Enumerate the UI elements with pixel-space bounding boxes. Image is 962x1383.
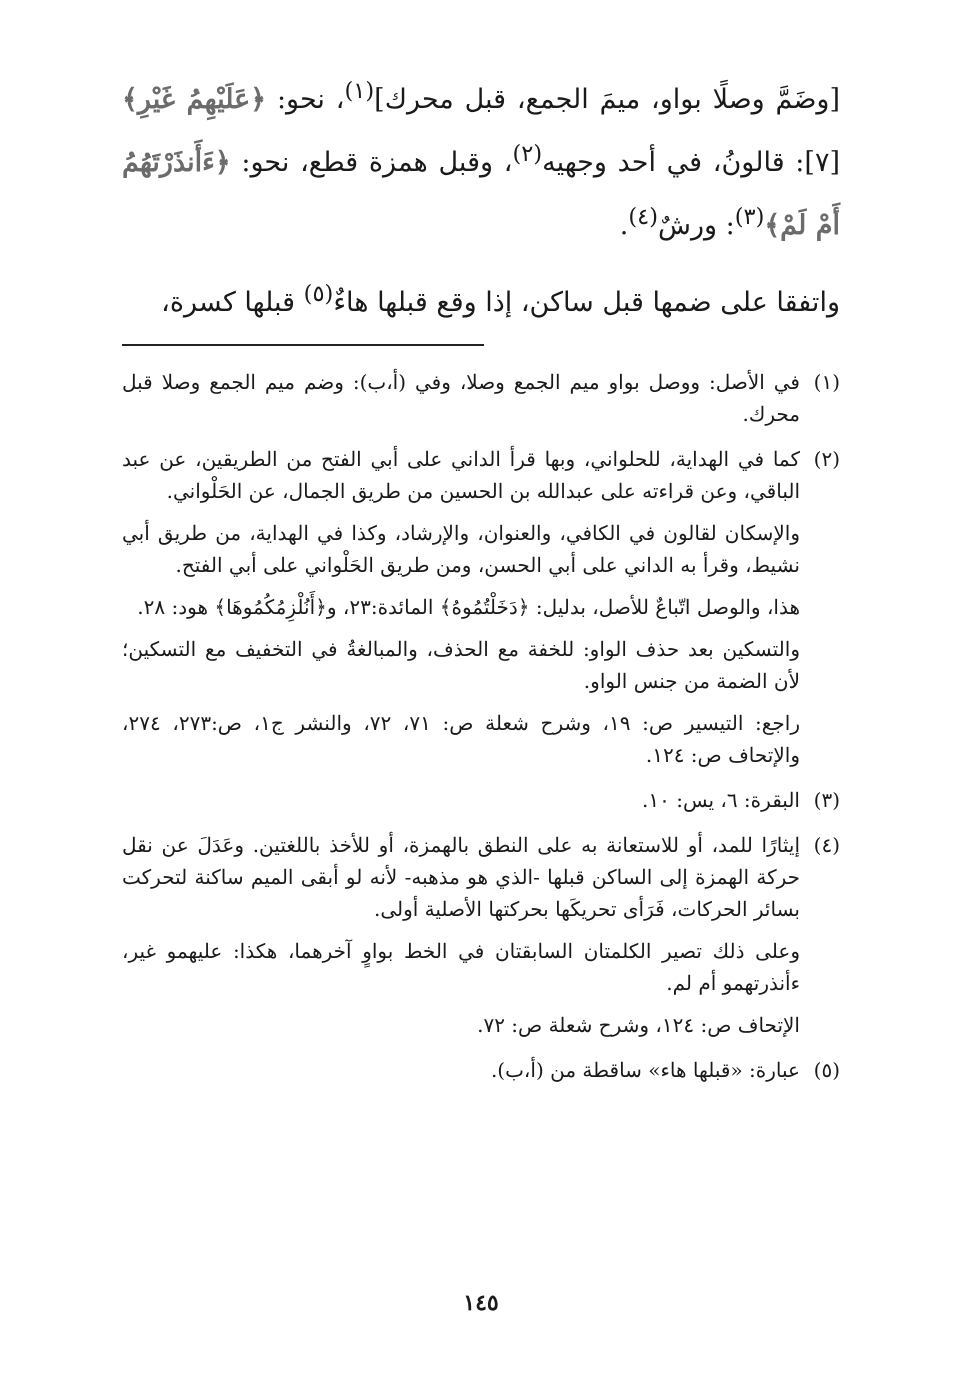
- text-segment: : قالونُ، في أحد وجهيه: [542, 147, 805, 178]
- text-segment: واتفقا على ضمها قبل ساكن، إذا وقع قبلها هاءٌ: [333, 287, 840, 318]
- footnote-2: [122, 443, 840, 771]
- main-paragraph-1: [122, 64, 840, 253]
- footnote-ref-2[interactable]: (٢): [512, 141, 543, 167]
- text-segment: [وضَمَّ وصلًا بواو، ميمَ الجمع، قبل محرك]: [374, 84, 841, 115]
- page-number: ١٤٥: [463, 1290, 499, 1316]
- footnote-number: (٤): [813, 833, 840, 857]
- text-segment: : ورشٌ: [657, 210, 735, 241]
- page-content: [122, 64, 840, 1099]
- footnote-text: البقرة: ٦، يس: ١٠.: [642, 788, 800, 812]
- footnote-number: (٣): [813, 788, 840, 812]
- footnote-text: والإسكان لقالون في الكافي، والعنوان، والإرشاد، وكذا في الهداية، من طريق أبي نشيط، وقرأ به الداني على أبي الحسن، ومن طريق الحَلْواني على أبي الفتح.: [122, 521, 800, 577]
- footnote-ref-5[interactable]: (٥): [303, 281, 334, 307]
- quran-quote: ﴿ءَأَنذَرْتَهُمُ أَمْ لَمْ﴾: [122, 147, 840, 241]
- text-segment: ، وقبل همزة قطع، نحو:: [230, 147, 513, 178]
- footnote-text: راجع: التيسير ص: ١٩، وشرح شعلة ص: ٧١، ٧٢، والنشر ج١، ص:٢٧٣، ٢٧٤، والإتحاف ص: ١٢٤.: [122, 711, 801, 767]
- text-segment: ، نحو:: [266, 84, 345, 115]
- footnote-text: وعلى ذلك تصير الكلمتان السابقتان في الخط بواوٍ آخرهما، هكذا: عليهمو غير، ءأنذرتهمو أم لم.: [122, 939, 800, 995]
- footnote-5: [122, 1054, 840, 1086]
- footnote-number: (٢): [813, 447, 840, 471]
- footnote-text: في الأصل: ووصل بواو ميم الجمع وصلا، وفي (أ،ب): وضم ميم الجمع وصلا قبل محرك.: [122, 370, 800, 426]
- quran-quote: ﴿عَلَيْهِمُ غَيْرِ﴾: [122, 84, 267, 115]
- verse-ref: [٧]: [804, 147, 840, 178]
- text-segment: .: [619, 210, 629, 241]
- footnote-text: هذا، والوصل اتّباعٌ للأصل، بدليل: ﴿دَخَلْتُمُوهُ﴾ المائدة:٢٣، و﴿أَنُلْزِمُكُمُوهَا﴾ هود: ٢٨.: [137, 595, 800, 619]
- footnote-text: الإتحاف ص: ١٢٤، وشرح شعلة ص: ٧٢.: [477, 1013, 800, 1037]
- footnote-text: والتسكين بعد حذف الواو: للخفة مع الحذف، والمبالغةُ في التخفيف مع التسكين؛ لأن الضمة من جنس الواو.: [122, 637, 800, 693]
- footnote-number: (١): [813, 370, 840, 394]
- footnote-text: كما في الهداية، للحلواني، وبها قرأ الداني على أبي الفتح من الطريقين، عن عبد الباقي، وعن قراءته على عبدالله بن الحسين من طريق الجمال، عن الحَلْواني.: [122, 447, 800, 503]
- footnote-ref-4[interactable]: (٤): [628, 204, 658, 230]
- footnotes: [122, 366, 840, 1086]
- footnote-ref-1[interactable]: (١): [344, 78, 375, 104]
- footnote-number: (٥): [813, 1058, 840, 1082]
- footnote-text: عبارة: «قبلها هاء» ساقطة من (أ،ب).: [490, 1058, 800, 1082]
- footnote-3: [122, 784, 840, 816]
- footnote-text: إيثارًا للمد، أو للاستعانة به على النطق بالهمزة، أو للأخذ باللغتين. وعَدَلَ عن نقل حركة الهمزة إلى الساكن قبلها -الذي هو مذهبه- لأنه لو أبقى الميم ساكنة لتحركت بسائر الحركات، فَرَأى تحريكَها بحركتها الأصلية أولى.: [122, 833, 800, 921]
- text-segment: قبلها كسرة،: [161, 287, 304, 318]
- footnote-separator: [122, 344, 484, 346]
- footnote-4: [122, 829, 840, 1041]
- footnote-1: [122, 366, 840, 430]
- footnote-ref-3[interactable]: (٣): [734, 204, 765, 230]
- main-paragraph-2: [122, 267, 840, 330]
- main-text: [122, 64, 840, 330]
